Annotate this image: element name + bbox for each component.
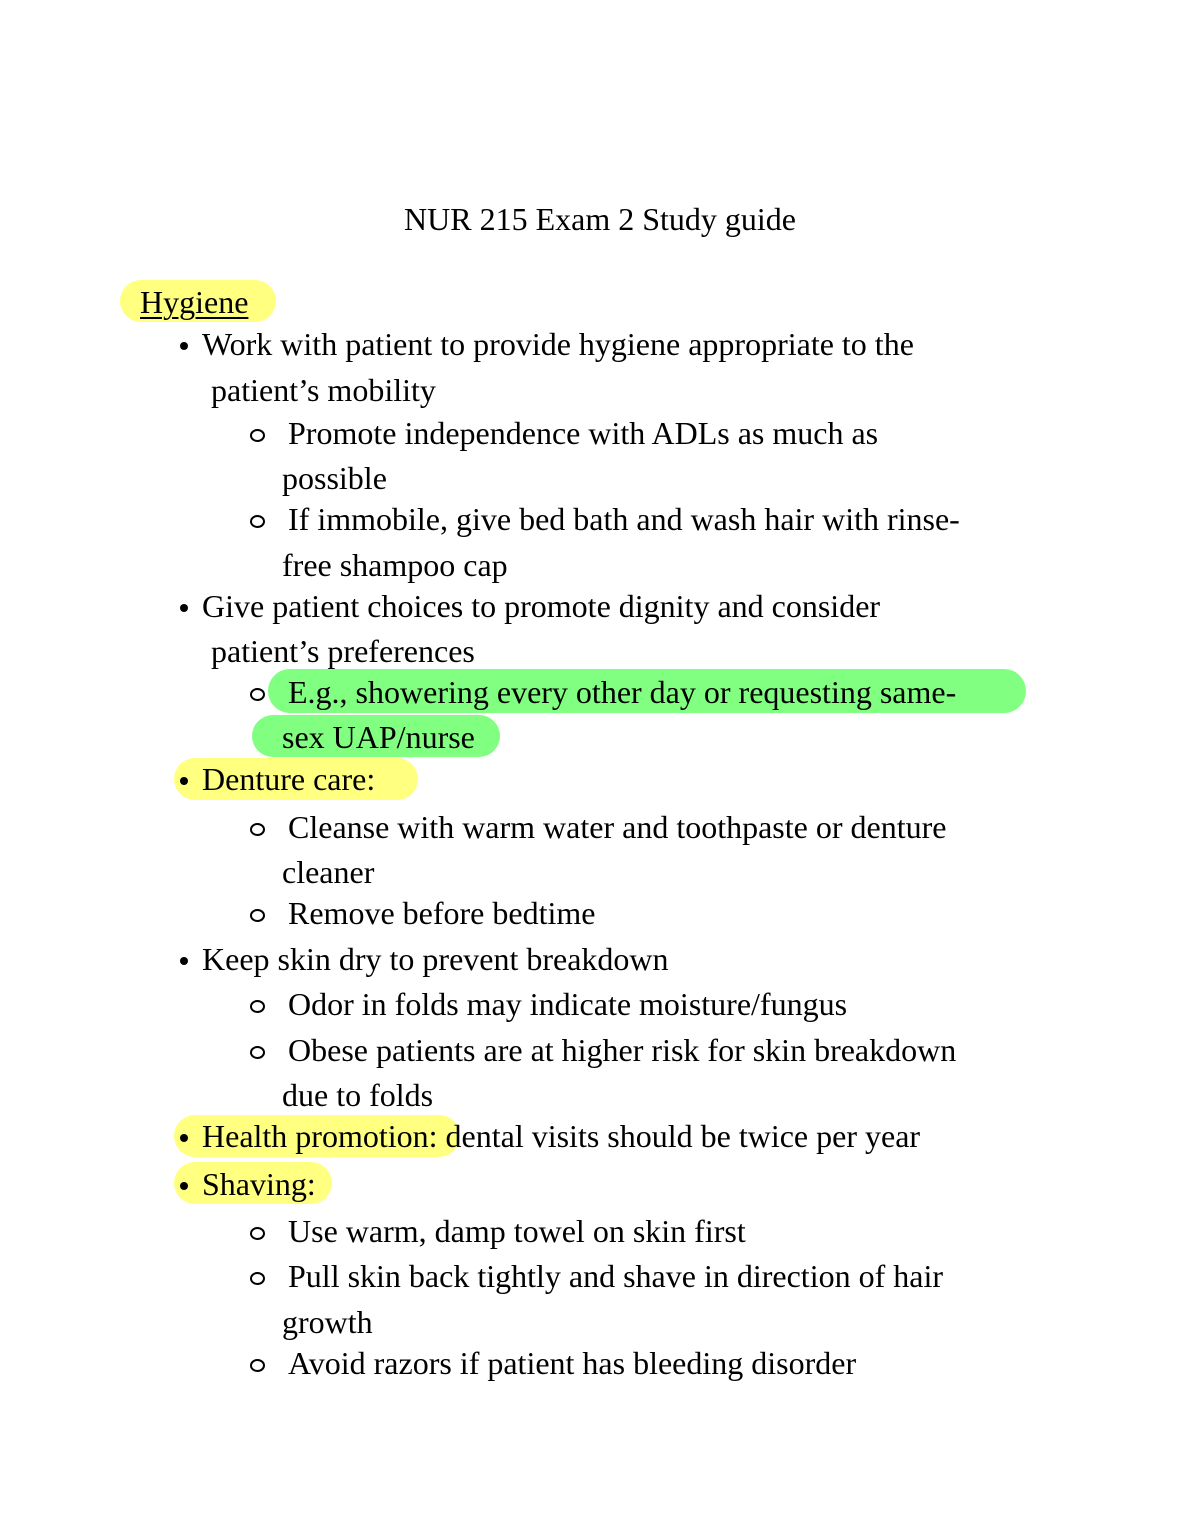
list-item-text: Shaving: (202, 1166, 316, 1202)
sub-list-item-text: Odor in folds may indicate moisture/fungus (288, 986, 848, 1022)
sub-bullet-marker (247, 1209, 267, 1253)
bullet-marker (176, 584, 192, 628)
sub-list-item-text: possible (282, 460, 387, 496)
sub-bullet-marker (247, 1254, 267, 1298)
sub-bullet-marker (247, 670, 267, 714)
sub-list-item-text: growth (282, 1304, 373, 1340)
sub-bullet-marker (247, 982, 267, 1026)
sub-list-item-text: Obese patients are at higher risk for skin breakdown (288, 1032, 957, 1068)
sub-list-item-text: E.g., showering every other day or requesting same- (288, 674, 957, 710)
sub-list-item-text: Cleanse with warm water and toothpaste or denture (288, 809, 947, 845)
list-item-text: Give patient choices to promote dignity and consider (202, 588, 881, 624)
list-item-text: Denture care: (202, 761, 376, 797)
sub-bullet-marker (247, 1341, 267, 1385)
highlighted-term: Health promotion (202, 1118, 429, 1154)
section-heading-hygiene: Hygiene (140, 284, 249, 320)
bullet-marker (176, 937, 192, 981)
sub-list-item-text: free shampoo cap (282, 547, 508, 583)
bullet-marker (176, 1162, 192, 1206)
bullet-marker (176, 757, 192, 801)
list-item-text: Work with patient to provide hygiene appropriate to the (202, 326, 914, 362)
sub-list-item-text: Remove before bedtime (288, 895, 596, 931)
sub-list-item-text: due to folds (282, 1077, 434, 1113)
sub-bullet-marker (247, 497, 267, 541)
list-item-text-rest: : dental visits should be twice per year (428, 1118, 921, 1154)
sub-bullet-marker (247, 411, 267, 455)
bullet-marker (176, 322, 192, 366)
sub-bullet-marker (247, 805, 267, 849)
sub-list-item-text: sex UAP/nurse (282, 719, 475, 755)
list-item-text: patient’s preferences (211, 633, 475, 669)
list-item-text: patient’s mobility (211, 372, 436, 408)
sub-bullet-marker (247, 891, 267, 935)
sub-bullet-marker (247, 1028, 267, 1072)
bullet-marker (176, 1114, 192, 1158)
document-title: NUR 215 Exam 2 Study guide (404, 201, 796, 237)
sub-list-item-text: Promote independence with ADLs as much as (288, 415, 879, 451)
sub-list-item-text: Pull skin back tightly and shave in direction of hair (288, 1258, 943, 1294)
list-item-text (202, 1114, 920, 1158)
sub-list-item-text: If immobile, give bed bath and wash hair with rinse- (288, 501, 960, 537)
sub-list-item-text: Use warm, damp towel on skin first (288, 1213, 746, 1249)
list-item-text: Keep skin dry to prevent breakdown (202, 941, 669, 977)
sub-list-item-text: cleaner (282, 854, 375, 890)
sub-list-item-text: Avoid razors if patient has bleeding disorder (288, 1345, 857, 1381)
